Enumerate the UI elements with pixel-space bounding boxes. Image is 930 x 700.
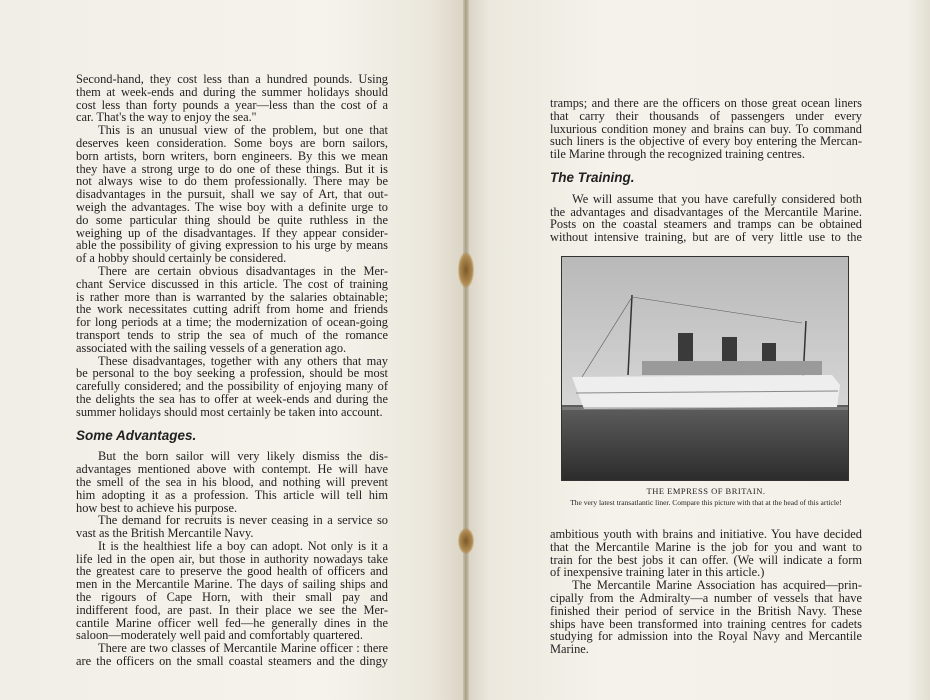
text-line: luxurious condition money and brains can buy. To command xyxy=(550,121,862,136)
gutter-stain xyxy=(458,252,474,288)
empress-of-britain-image xyxy=(562,257,848,480)
text-line: able the possibility of giving expression to his urge by means xyxy=(76,238,388,253)
text-line: them at week-ends and during the summer holidays should xyxy=(76,84,388,99)
text-line: born artists, born writers, born engineers. By this we mean xyxy=(76,148,388,163)
book-gutter xyxy=(463,0,469,700)
caption-text: The very latest transatlantic liner. Compare this picture with that at the head of this article! xyxy=(570,498,842,507)
text-line: tile Marine through the recognized training centres. xyxy=(550,147,805,162)
text-line: the greatest care to preserve the good health of officers and xyxy=(76,564,388,579)
text-line: advantages mentioned above with contempt. He will have xyxy=(76,462,388,477)
text-line: tramps; and there are the officers on those great ocean liners xyxy=(550,96,862,110)
text-line: But the born sailor will very likely dismiss the dis- xyxy=(98,449,388,464)
text-line: life led in the open air, but those in authority nowadays take xyxy=(76,551,388,566)
text-line: for long periods at a time; the modernization of ocean-going xyxy=(76,315,388,330)
text-line: chant Service discussed in this article. The cost of training xyxy=(76,276,388,291)
text-line: of a hobby should certainly be considered. xyxy=(76,251,287,266)
text-line: The demand for recruits is never ceasing in a service so xyxy=(98,513,388,528)
text-line: cipally from the Admiralty—a number of vessels that have xyxy=(550,590,862,605)
text-line: without intensive training, but are of very little use to the xyxy=(550,230,862,245)
text-line: weighing up of the disadvantages. If they appear consider- xyxy=(76,225,388,240)
text-line: the work necessitates cutting adrift from home and friends xyxy=(76,302,388,317)
text-line: men in the Mercantile Marine. The days of sailing ships and xyxy=(76,577,388,592)
paragraph xyxy=(550,97,862,161)
paragraph xyxy=(76,73,388,124)
gutter-stain xyxy=(458,528,474,554)
text-line: cost less than forty pounds a year—less than the cost of a xyxy=(76,97,388,112)
text-line: Marine. xyxy=(550,642,589,657)
text-line: that carry their thousands of passengers under every xyxy=(550,108,862,123)
paragraph xyxy=(76,265,388,355)
text-line: be personal to the boy seeking a profession, should be most xyxy=(76,366,388,381)
text-line: finished their period of service in the British Navy. These xyxy=(550,603,862,618)
text-line: that the Mercantile Marine is the job for you and want to xyxy=(550,539,862,554)
text-line: the smell of the sea in his blood, and nothing will prevent xyxy=(76,474,388,489)
right-text-column-top xyxy=(550,97,862,244)
caption-title: THE EMPRESS OF BRITAIN. xyxy=(646,486,766,496)
text-line: they have a strong urge to do one of these things. But it is xyxy=(76,161,388,176)
right-text-column-bottom xyxy=(550,528,862,656)
text-line: carefully considered; and the possibility of enjoying many of xyxy=(76,379,388,394)
text-line: the rigours of Cape Horn, with their small pay and xyxy=(76,590,388,605)
text-line: summer holidays should most certainly be taken into account. xyxy=(76,404,383,419)
text-line: of inexpensive training later in this article.) xyxy=(550,565,765,580)
paragraph xyxy=(550,528,862,579)
text-line: saloon—moderately well paid and comfortably quartered. xyxy=(76,628,363,643)
text-line: There are certain obvious disadvantages in the Mer- xyxy=(98,263,388,278)
text-line: ships have been transformed into training centres for cadets xyxy=(550,616,862,631)
paragraph xyxy=(76,124,388,265)
text-line: is rather more than is warranted by the salaries obtainable; xyxy=(76,289,388,304)
text-line: the delights the sea has to offer at week-ends and during the xyxy=(76,391,388,406)
text-line: not always wise to do them professionally. There may be xyxy=(76,174,388,189)
photo-caption xyxy=(550,486,862,507)
text-line: ambitious youth with brains and initiative. You have decided xyxy=(550,527,862,541)
section-heading: Some Advantages. xyxy=(76,427,197,443)
paragraph xyxy=(76,514,388,540)
text-line: We will assume that you have carefully considered both xyxy=(572,191,862,206)
text-line: These disadvantages, together with any others that may xyxy=(98,353,388,368)
text-line: disadvantages in the pursuit, shall we say of Art, that out- xyxy=(76,187,388,202)
ship-photo xyxy=(561,256,849,481)
text-line: train for the best jobs it can offer. (We will indicate a form xyxy=(550,552,862,567)
text-line: It is the healthiest life a boy can adopt. Not only is it a xyxy=(98,538,388,553)
paragraph xyxy=(76,450,388,514)
paragraph xyxy=(76,355,388,419)
text-line: do some particular thing should be quite ruthless in the xyxy=(76,212,388,227)
text-line: associated with the sailing vessels of a generation ago. xyxy=(76,340,347,355)
paragraph xyxy=(76,642,388,668)
section-heading: The Training. xyxy=(550,169,635,185)
text-line: studying for admission into the Royal Navy and Mercantile xyxy=(550,629,862,644)
paragraph xyxy=(76,540,388,642)
text-line: are the officers on the small coastal steamers and the dingy xyxy=(76,654,388,669)
text-line: vast as the British Mercantile Navy. xyxy=(76,526,254,541)
text-line: weigh the advantages. The wise boy with a definite urge to xyxy=(76,199,388,214)
text-line: transport tends to strip the sea of much of the romance xyxy=(76,327,388,342)
text-line: There are two classes of Mercantile Marine officer : there xyxy=(98,641,388,656)
text-line: This is an unusual view of the problem, but one that xyxy=(98,123,388,138)
paragraph xyxy=(550,579,862,656)
text-line: car. That's the way to enjoy the sea.'' xyxy=(76,110,257,125)
text-line: deserves keen consideration. Some boys are born sailors, xyxy=(76,135,388,150)
paragraph xyxy=(550,193,862,244)
text-line: the advantages and disadvantages of the Mercantile Marine. xyxy=(550,204,862,219)
text-line: cantile Marine officer well fed—he generally dines in the xyxy=(76,615,388,630)
text-line: him adopting it as a profession. This article will tell him xyxy=(76,487,388,502)
text-line: Second-hand, they cost less than a hundred pounds. Using xyxy=(76,72,388,86)
text-line: how best to achieve his purpose. xyxy=(76,500,238,515)
text-line: Posts on the coastal steamers and tramps can be obtained xyxy=(550,217,862,232)
text-line: such liners is the objective of every boy entering the Mercan- xyxy=(550,134,862,149)
text-line: indifferent food, are past. In their place we see the Mer- xyxy=(76,602,388,617)
text-line: The Mercantile Marine Association has acquired—prin- xyxy=(572,578,862,593)
left-text-column xyxy=(76,73,388,668)
